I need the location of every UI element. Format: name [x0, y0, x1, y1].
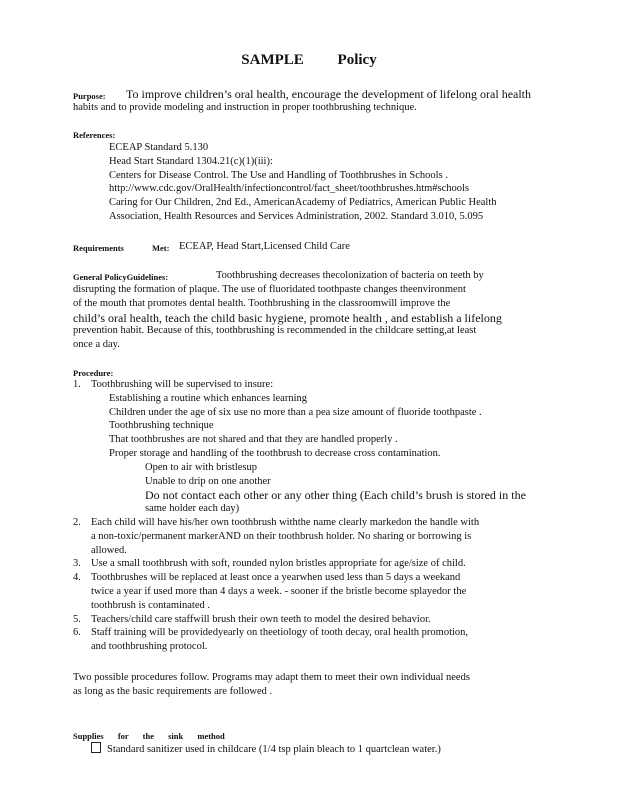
procedure-item-cont: a non-toxic/permanent markerAND on their toothbrush holder. No sharing or borrowing is: [91, 530, 472, 542]
general-body: [73, 283, 543, 352]
procedure-subsubitem: same holder each day): [145, 503, 240, 515]
reference-line: Caring for Our Children, 2nd Ed., AmericanAcademy of Pediatrics, American Public Health: [109, 197, 497, 209]
general-line: once a day.: [73, 339, 120, 351]
procedure-subitem: That toothbrushes are not shared and that they are handled properly .: [109, 434, 398, 446]
reference-line: ECEAP Standard 5.130: [109, 142, 209, 153]
requirements-label: Requirements Met:: [73, 243, 170, 253]
procedure-item: 4. Toothbrushes will be replaced at least once a yearwhen used less than 5 days a weekand: [73, 572, 461, 584]
general-line: prevention habit. Because of this, toothbrushing is recommended in the childcare setting,at least: [73, 325, 477, 337]
requirements-text: ECEAP, Head Start,Licensed Child Care: [179, 241, 350, 252]
procedure-subsubitem: Do not contact each other or any other thing (Each child’s brush is stored in the: [145, 488, 526, 503]
supplies-item: Standard sanitizer used in childcare (1/4 tsp plain bleach to 1 quartclean water.): [91, 742, 441, 757]
reference-line: Association, Health Resources and Services Administration, 2002. Standard 3.010, 5.095: [109, 210, 484, 222]
procedure-item: 3. Use a small toothbrush with soft, rounded nylon bristles appropriate for age/size of child.: [73, 558, 466, 570]
procedure-subitem: Proper storage and handling of the toothbrush to decrease cross contamination.: [109, 447, 441, 459]
closing-line: as long as the basic requirements are followed .: [73, 685, 273, 697]
procedure-subsubitem: Unable to drip on one another: [145, 475, 271, 487]
procedure-subsubitem: Open to air with bristlesup: [145, 461, 257, 473]
reference-line: Head Start Standard 1304.21(c)(1)(iii):: [109, 155, 273, 167]
procedure-item: 5. Teachers/child care staffwill brush their own teeth to model the desired behavior.: [73, 613, 431, 625]
procedure-item-cont: twice a year if used more than 4 days a week. - sooner if the bristle become splayedor the: [91, 585, 467, 597]
purpose-line-1: To improve children’s oral health, encourage the development of lifelong oral health: [126, 87, 532, 101]
references-label: References:: [73, 130, 116, 140]
general-line: disrupting the formation of plaque. The use of fluoridated toothpaste changes theenvironment: [73, 284, 466, 295]
general-line-1: Toothbrushing decreases thecolonization of bacteria on teeth by: [216, 270, 484, 281]
closing-paragraph: [73, 671, 543, 699]
procedure-item: 6. Staff training will be providedyearly on theetiology of tooth decay, oral health promotion,: [73, 627, 469, 639]
procedure-list: [73, 378, 543, 654]
procedure-label: Procedure:: [73, 368, 114, 378]
checkbox-bullet-icon: [91, 742, 101, 753]
general-line: child’s oral health, teach the child basic hygiene, promote health , and establish a lifelong: [73, 310, 502, 325]
procedure-item-cont: toothbrush is contaminated .: [91, 599, 210, 611]
procedure-subitem: Toothbrushing technique: [109, 420, 214, 432]
general-line: of the mouth that promotes dental health. Toothbrushing in the classroomwill improve the: [73, 297, 451, 309]
general-label: General PolicyGuidelines:: [73, 272, 169, 282]
procedure-subitem: Children under the age of six use no more than a pea size amount of fluoride toothpaste .: [109, 406, 482, 418]
procedure-item-cont: allowed.: [91, 544, 127, 556]
references-list: [109, 141, 579, 224]
purpose-line-2: habits and to provide modeling and instruction in proper toothbrushing technique.: [73, 102, 417, 113]
reference-url: http://www.cdc.gov/OralHealth/infectioncontrol/fact_sheet/toothbrushes.htm#schools: [109, 183, 470, 195]
supplies-label: Supplies for the sink method: [73, 731, 225, 741]
procedure-item: 2. Each child will have his/her own toothbrush withthe name clearly markedon the handle with: [73, 516, 480, 528]
purpose-label: Purpose:: [73, 91, 106, 101]
procedure-item-1: 1. Toothbrushing will be supervised to insure:: [73, 379, 274, 390]
reference-line: Centers for Disease Control. The Use and Handling of Toothbrushes in Schools .: [109, 169, 448, 181]
closing-line: Two possible procedures follow. Programs may adapt them to meet their own individual needs: [73, 672, 470, 683]
procedure-item-cont: and toothbrushing protocol.: [91, 641, 208, 653]
procedure-subitem: Establishing a routine which enhances learning: [109, 392, 307, 404]
page-title: SAMPLE Policy: [241, 52, 377, 68]
